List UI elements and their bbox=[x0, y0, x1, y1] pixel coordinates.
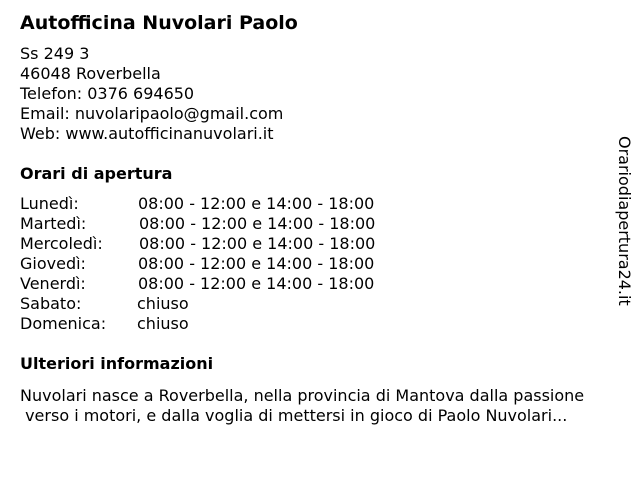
day-label: Lunedì: bbox=[20, 194, 79, 213]
day-label: Domenica: bbox=[20, 314, 107, 333]
more-info-text bbox=[20, 386, 630, 426]
business-name: Autofficina Nuvolari Paolo bbox=[20, 12, 298, 34]
opening-hours-heading: Orari di apertura bbox=[20, 164, 173, 183]
more-info-line: verso i motori, e dalla voglia di mettersi in gioco di Paolo Nuvolari... bbox=[20, 406, 568, 425]
address-city: 46048 Roverbella bbox=[20, 64, 161, 83]
day-label: Venerdì: bbox=[20, 274, 86, 293]
email-address: Email: nuvolaripaolo@gmail.com bbox=[20, 104, 284, 123]
day-label: Sabato: bbox=[20, 294, 82, 313]
contact-block bbox=[20, 44, 283, 144]
time-value: chiuso bbox=[137, 314, 189, 333]
time-value: chiuso bbox=[137, 294, 189, 313]
day-label: Giovedì: bbox=[20, 254, 86, 273]
time-value: 08:00 - 12:00 e 14:00 - 18:00 bbox=[138, 254, 375, 273]
phone-number: Telefon: 0376 694650 bbox=[20, 84, 195, 103]
day-label: Mercoledì: bbox=[20, 234, 103, 253]
website-url: Web: www.autofficinanuvolari.it bbox=[20, 124, 274, 143]
more-info-line: Nuvolari nasce a Roverbella, nella provincia di Mantova dalla passione bbox=[20, 386, 585, 405]
time-value: 08:00 - 12:00 e 14:00 - 18:00 bbox=[138, 274, 375, 293]
time-value: 08:00 - 12:00 e 14:00 - 18:00 bbox=[139, 214, 376, 233]
address-street: Ss 249 3 bbox=[20, 44, 90, 63]
time-value: 08:00 - 12:00 e 14:00 - 18:00 bbox=[138, 194, 375, 213]
site-watermark: Orariodiapertura24.it bbox=[615, 136, 634, 306]
time-value: 08:00 - 12:00 e 14:00 - 18:00 bbox=[139, 234, 376, 253]
day-label: Martedì: bbox=[20, 214, 87, 233]
more-info-heading: Ulteriori informazioni bbox=[20, 354, 214, 373]
